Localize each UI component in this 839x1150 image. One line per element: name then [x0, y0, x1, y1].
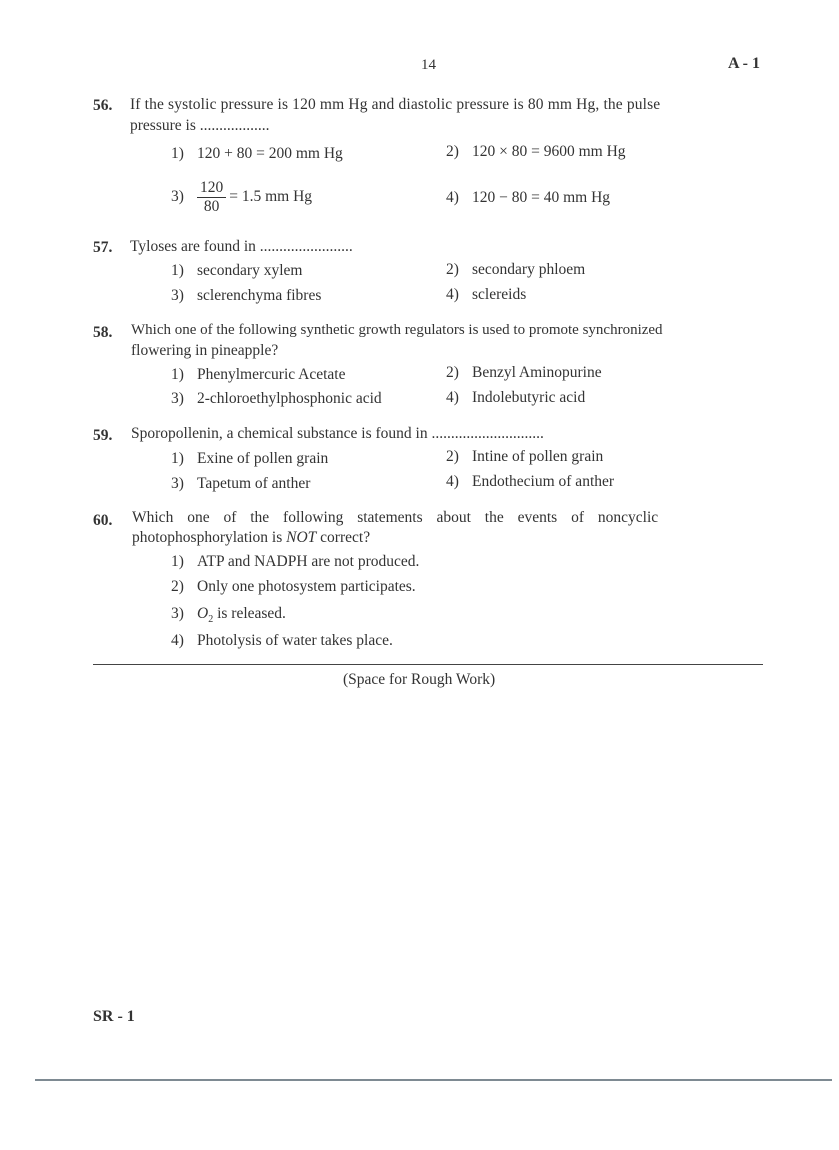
option-57-3: 3) sclerenchyma fibres — [171, 287, 322, 304]
series-code: SR - 1 — [93, 1008, 135, 1025]
question-text-58-line1: Which one of the following synthetic growth regulators is used to promote synchronized — [131, 322, 663, 338]
option-59-4: 4) Endothecium of anther — [446, 473, 615, 490]
option-57-4: 4) sclereids — [446, 286, 527, 303]
question-number-60: 60. — [93, 512, 113, 529]
question-number-59: 59. — [93, 427, 113, 444]
page-number: 14 — [421, 57, 436, 73]
booklet-code: A - 1 — [728, 55, 760, 72]
question-number-57: 57. — [93, 239, 113, 256]
option-56-4: 4) 120 − 80 = 40 mm Hg — [446, 189, 611, 206]
question-text-60-line2: photophosphorylation is NOT correct? — [132, 529, 371, 546]
divider — [93, 664, 763, 665]
option-56-2: 2) 120 × 80 = 9600 mm Hg — [446, 143, 626, 160]
option-59-3: 3) Tapetum of anther — [171, 475, 311, 492]
question-number-56: 56. — [93, 97, 113, 114]
option-60-1: 1) ATP and NADPH are not produced. — [171, 553, 420, 570]
question-text-57: Tyloses are found in ........................ — [130, 238, 353, 255]
rough-work-label: (Space for Rough Work) — [343, 671, 496, 688]
option-58-2: 2) Benzyl Aminopurine — [446, 364, 602, 381]
option-56-3: 3) $\frac{120}{80}$ = 1.5 mm Hg — [171, 179, 313, 215]
question-text-56-line1: If the systolic pressure is 120 mm Hg and diastolic pressure is 80 mm Hg, the pulse — [130, 96, 661, 113]
option-58-4: 4) Indolebutyric acid — [446, 389, 586, 406]
question-text-60-line1: Which one of the following statements about the events of noncyclic — [132, 509, 659, 526]
option-60-2: 2) Only one photosystem participates. — [171, 578, 416, 595]
question-text-56-line2: pressure is .................. — [130, 117, 270, 134]
fraction: $\frac{120}{80}$ — [197, 179, 226, 216]
question-text-58-line2: flowering in pineapple? — [131, 342, 279, 359]
option-58-3: 3) 2-chloroethylphosphonic acid — [171, 390, 382, 407]
bottom-divider — [35, 1079, 832, 1081]
option-57-2: 2) secondary phloem — [446, 261, 586, 278]
option-59-2: 2) Intine of pollen grain — [446, 448, 604, 465]
option-59-1: 1) Exine of pollen grain — [171, 450, 329, 467]
option-60-3: 3) $O_2$ is released. — [171, 605, 286, 626]
option-57-1: 1) secondary xylem — [171, 262, 303, 279]
option-60-4: 4) Photolysis of water takes place. — [171, 632, 393, 649]
question-number-58: 58. — [93, 324, 113, 341]
option-56-1: 1) 120 + 80 = 200 mm Hg — [171, 145, 343, 162]
option-58-1: 1) Phenylmercuric Acetate — [171, 366, 346, 383]
question-text-59: Sporopollenin, a chemical substance is found in ............................. — [131, 425, 544, 442]
